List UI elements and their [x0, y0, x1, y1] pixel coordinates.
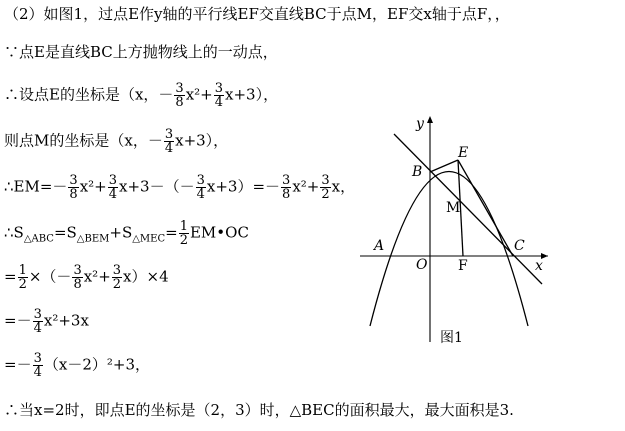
fraction: $\frac{3}{4}$	[33, 307, 42, 336]
text-line-1: （2）如图1，过点E作y轴的平行线EF交直线BC于点M，EF交x轴于点F，，	[4, 5, 510, 23]
fraction: $\frac{3}{8}$	[282, 173, 291, 202]
fraction: $\frac{3}{2}$	[112, 263, 122, 292]
y-axis-arrow	[427, 116, 433, 123]
fraction: $\frac{1}{2}$	[179, 219, 188, 248]
fraction: $\frac{3}{8}$	[175, 81, 184, 110]
text-line-10: ∴当x=2时，即点E的坐标是（2，3）时，△BEC的面积最大，最大面积是3.	[4, 401, 514, 419]
label-a: A	[374, 238, 385, 254]
segment-be	[430, 160, 458, 172]
label-e: E	[458, 145, 469, 161]
figure-caption: 图1	[440, 330, 463, 346]
text-line-2: ∵点E是直线BC上方抛物线上的一动点，	[4, 43, 278, 61]
text-line-8: =－ $\frac{3}{4}$ x²+3x	[4, 307, 89, 336]
parabola-curve	[370, 172, 528, 327]
text-line-9: =－ $\frac{3}{4}$ （x－2）²+3，	[4, 351, 150, 380]
label-x: x	[535, 258, 543, 274]
label-f: F	[458, 258, 468, 274]
fraction: $\frac{3}{2}$	[321, 173, 330, 202]
fraction: $\frac{3}{4}$	[33, 351, 42, 380]
label-m: M	[446, 200, 461, 216]
label-b: B	[412, 164, 423, 180]
text-line-6: $\therefore S_{\triangle ABC}=S_{\triangle BEM}+S_{\triangle MEC}=$ $\frac{1}{2}$ EM•OC	[4, 219, 249, 248]
text-line-7: = $\frac{1}{2}$ ×（－ $\frac{3}{8}$ x²+ $\frac{3}{2}$ x）×4	[4, 263, 169, 292]
label-y: y	[416, 116, 424, 132]
fraction: $\frac{3}{4}$	[164, 127, 174, 156]
text-line-4: 则点M的坐标是（x，－ $\frac{3}{4}$ x+3），	[4, 127, 229, 156]
text-line-5: ∴EM=－ $\frac{3}{8}$ x²+ $\frac{3}{4}$ x+3－（－ $\frac{3}{4}$ x+3）=－ $\frac{3}{8}$ x²+ $\frac{3}{2}$ x，	[4, 173, 356, 202]
text-line-3: ∴设点E的坐标是（x，－ $\frac{3}{8}$ x²+ $\frac{3}{4}$ x+3），	[4, 81, 279, 110]
fraction: $\frac{3}{8}$	[73, 263, 82, 292]
parabola-figure	[350, 112, 560, 352]
fraction: $\frac{3}{4}$	[196, 173, 205, 202]
label-c: C	[514, 238, 525, 254]
fraction: $\frac{3}{8}$	[69, 173, 78, 202]
fraction: $\frac{1}{2}$	[18, 263, 27, 292]
fraction: $\frac{3}{4}$	[214, 81, 224, 110]
label-o: O	[416, 257, 428, 273]
fraction: $\frac{3}{4}$	[108, 173, 118, 202]
